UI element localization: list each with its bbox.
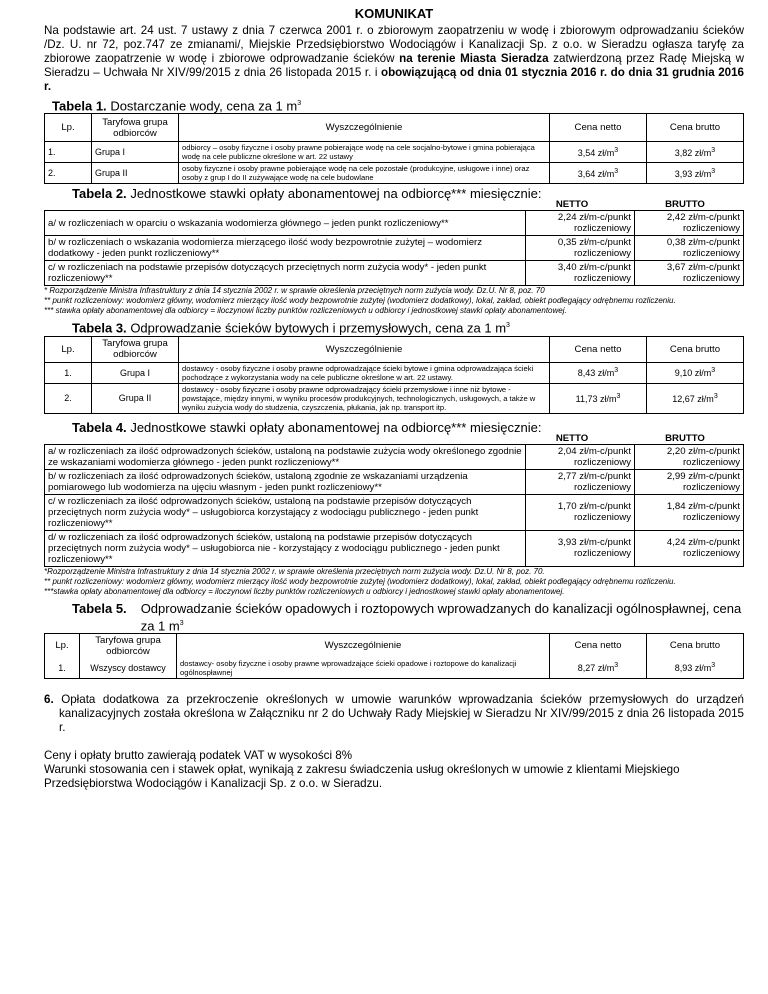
table3-label: Tabela 3. [72,320,127,336]
table1-row1-netto: 3,54 $zł/m^3$ [550,142,647,163]
table1-row1-lp: 1. [45,142,92,163]
table3-row2-netto: 11,73 $zł/m^3$ [550,383,647,413]
table1-row2-lp: 2. [45,163,92,184]
point-6-number: 6. [44,692,54,706]
table4-row-a-brutto: 2,20 zł/m-c/punkt rozliczeniowy [635,444,744,469]
table1-row1-desc: odbiorcy – osoby fizyczne i osoby prawne pobierające wodę na cele socjalno-bytowe i gmina pobierająca wodę na cele publiczne określone w art. 22 ustawy [179,142,550,163]
table3-header-desc: Wyszczególnienie [179,336,550,362]
table4-row-b-netto: 2,77 zł/m-c/punkt rozliczeniowy [526,469,635,494]
table4 [44,444,744,567]
table1-title: Dostarczanie wody, cena za 1 m [110,98,298,114]
table2-row-b-brutto: 0,38 zł/m-c/punkt rozliczeniowy [635,236,744,261]
table2-title: Jednostkowe stawki opłaty abonamentowej na odbiorcę*** miesięcznie: [130,186,542,202]
table5-row1-group: Wszyscy dostawcy [80,658,177,679]
table4-row-d-netto: 3,93 zł/m-c/punkt rozliczeniowy [526,530,635,566]
table2-row-b-netto: 0,35 zł/m-c/punkt rozliczeniowy [526,236,635,261]
table4-row-c-brutto: 1,84 zł/m-c/punkt rozliczeniowy [635,494,744,530]
table3-header-group: Taryfowa grupa odbiorców [92,336,179,362]
table3-header-netto: Cena netto [550,336,647,362]
table4-row-b-brutto: 2,99 zł/m-c/punkt rozliczeniowy [635,469,744,494]
table2-row-a-netto: 2,24 zł/m-c/punkt rozliczeniowy [526,211,635,236]
page-title: KOMUNIKAT [354,6,434,21]
table3-row2-group: Grupa II [92,383,179,413]
table2-row-c-brutto: 3,67 zł/m-c/punkt rozliczeniowy [635,261,744,286]
table3-row1-lp: 1. [45,362,92,383]
table1-header-desc: Wyszczególnienie [179,114,550,142]
table4-row-d-desc: d/ w rozliczeniach za ilość odprowadzonych ścieków, ustaloną na podstawie przepisów dotyczących przeciętnych norm zużycia wody* – usługobiorca nie - korzystający z wodociągu publicznego - jeden punkt rozliczeniowy** [45,530,526,566]
table2-row-a-desc: a/ w rozliczeniach w oparciu o wskazania wodomierza głównego – jeden punkt rozliczeniowy** [45,211,526,236]
footer-conditions: Warunki stosowania cen i stawek opłat, wynikają z zakresu świadczenia usług określonych w umowie z klientami Miejskiego Przedsiębiorstwa Wodociągów i Kanalizacji Sp. z o.o. w Sieradzu. [44,762,680,790]
table5-label: Tabela 5. [72,600,127,616]
table2 [44,210,744,286]
table1-header-netto: Cena netto [550,114,647,142]
table1-row2-desc: osoby fizyczne i osoby prawne pobierające wodę na cele pozostałe (produkcyjne, usługowe i inne) oraz osoby z grup I do II zużywające wodę na cele budowlane [179,163,550,184]
table2-note-3: *** stawka opłaty abonamentowej dla odbiorcy = iloczynowi liczby punktów rozliczeniowych u odbiorcy i jednostkowej stawki opłaty abonamentowej. [44,306,567,316]
table3-row2-lp: 2. [45,383,92,413]
point-6 [44,693,744,735]
point-6-text: Opłata dodatkowa za przekroczenie określonych w umowie warunków wprowadzania ścieków przemysłowych do urządzeń kanalizacyjnych została określona w Załączniku nr 2 do Uchwały Rady Miejskiej w Sieradzu Nr XIV/99/2015 z dnia 26 listopada 2015 r. [59,692,744,734]
table2-col-brutto: BRUTTO [665,199,705,211]
intro-text-2: zatwierdzoną przez Radę Miejską w Sieradzu – Uchwała Nr XIV/99/2015 z dnia 26 listopada 2015 r. i [44,52,744,79]
table2-note-2: ** punkt rozliczeniowy: wodomierz główny, wodomierz mierzący ilość wody bezpowrotnie zużytej (wodomierz dodatkowy), lokal, zakład, obiekt podlegający odrębnemu rozliczeniu. [44,296,676,306]
table1-row2-group: Grupa II [92,163,179,184]
table1-header-lp: Lp. [45,114,92,142]
table3-row1-group: Grupa I [92,362,179,383]
table3-title: Odprowadzanie ścieków bytowych i przemysłowych, cena za 1 m [130,320,507,336]
intro-text-1: Na podstawie art. 24 ust. 7 ustawy z dnia 7 czerwca 2001 r. o zbiorowym zaopatrzeniu w wodę i zbiorowym odprowadzaniu ścieków /Dz. U. nr 72, poz.747 ze zmianami/, Miejskie Przedsiębiorstwo Wodociągów i Kanalizacji Sp. z o.o. w Sieradzu ogłasza taryfę za zbiorowe zaopatrzenie w wodę i zbiorowe odprowadzanie ścieków [44,24,744,65]
table5-heading: Tabela 5. Odprowadzanie ścieków opadowych i roztopowych wprowadzanych do kanalizacji ogólnospławnej, cena za 1 $m^3$ [72,600,742,633]
table3-row1-desc: dostawcy - osoby fizyczne i osoby prawne odprowadzające ścieki bytowe i gmina odprowadzająca ścieki pochodzące z wykorzystania wody na cele publiczne określone w art. 22 ustawy. [179,362,550,383]
table2-note-1: * Rozporządzenie Ministra Infrastruktury z dnia 14 stycznia 2002 r. w sprawie określenia przeciętnych norm zużycia wody. Dz.U. Nr 8, poz. 70 [44,286,545,296]
table2-row-c-desc: c/ w rozliczeniach na podstawie przepisów dotyczących przeciętnych norm zużycia wody* - jeden punkt rozliczeniowy** [45,261,526,286]
table3-heading: Tabela 3. Odprowadzanie ścieków bytowych i przemysłowych, cena za 1 $m^3$ [72,320,510,336]
table4-note-3: ***stawka opłaty abonamentowej dla odbiorcy = iloczynowi liczby punktów rozliczeniowych u odbiorcy i jednostkowej stawki opłaty abonamentowej. [44,586,565,596]
table4-row-c-netto: 1,70 zł/m-c/punkt rozliczeniowy [526,494,635,530]
table5-title: Odprowadzanie ścieków opadowych i roztopowych wprowadzanych do kanalizacji ogólnospławnej, cena za 1 m [140,600,742,633]
table1-row2-netto: 3,64 $zł/m^3$ [550,163,647,184]
table2-row-c-netto: 3,40 zł/m-c/punkt rozliczeniowy [526,261,635,286]
table4-note-2: ** punkt rozliczeniowy: wodomierz główny, wodomierz mierzący ilość wody bezpowrotnie zużytej (wodomierz dodatkowy), lokal, zakład, obiekt podlegający odrębnemu rozliczeniu. [44,576,676,586]
table1-row1-brutto: 3,82 $zł/m^3$ [647,142,744,163]
table2-row-b-desc: b/ w rozliczeniach o wskazania wodomierza mierzącego ilość wody bezpowrotnie zużytej – wodomierz dodatkowy - jeden punkt rozliczeniowy** [45,236,526,261]
table1-row1-group: Grupa I [92,142,179,163]
table4-row-c-desc: c/ w rozliczeniach za ilość odprowadzonych ścieków, ustaloną na podstawie przepisów dotyczących przeciętnych norm zużycia wody* – usługobiorca korzystający z wodociągu publicznego - jeden punkt rozliczeniowy** [45,494,526,530]
footer-vat: Ceny i opłaty brutto zawierają podatek VAT w wysokości 8% [44,748,353,762]
table4-note-1: *Rozporządzenie Ministra Infrastruktury z dnia 14 stycznia 2002 r. w sprawie określenia przeciętnych norm zużycia wody. Dz.U. Nr 8, poz. 70. [44,566,545,576]
table5-header-netto: Cena netto [550,633,647,658]
table5-header-group: Taryfowa grupa odbiorców [80,633,177,658]
table3-row2-desc: dostawcy - osoby fizyczne i osoby prawne odprowadzający ścieki przemysłowe i inne niż bytowe - powstające, między innymi, w wyniku procesów produkcyjnych, technologicznych, usługowych, a także w wyniku zużycia wody do studzenia, czyszczenia, płukania, jak np. transport itp. [179,383,550,413]
table4-col-brutto: BRUTTO [665,432,705,444]
table5-header-lp: Lp. [45,633,80,658]
table1 [44,113,744,184]
table4-row-b-desc: b/ w rozliczeniach za ilość odprowadzonych ścieków, ustaloną zgodnie ze wskazaniami urządzenia pomiarowego lub wodomierza na ujęciu własnym - jeden punkt rozliczeniowy** [45,469,526,494]
table3 [44,336,744,414]
table2-label: Tabela 2. [72,186,127,202]
table5-row1-brutto: 8,93 $zł/m^3$ [647,658,744,679]
table3-header-brutto: Cena brutto [647,336,744,362]
table5-row1-desc: dostawcy- osoby fizyczne i osoby prawne wprowadzające ścieki opadowe i roztopowe do kanalizacji ogólnospławnej [177,658,550,679]
table2-col-netto: NETTO [555,199,589,211]
document [44,0,744,791]
table4-title: Jednostkowe stawki opłaty abonamentowej na odbiorcę*** miesięcznie: [130,419,542,435]
table3-row1-netto: 8,43 $zł/m^3$ [550,362,647,383]
table1-heading: Tabela 1. Dostarczanie wody, cena za 1 $m^3$ [52,98,302,114]
table3-header-lp: Lp. [45,336,92,362]
table5-header-desc: Wyszczególnienie [177,633,550,658]
table4-label: Tabela 4. [72,419,127,435]
table4-col-netto: NETTO [555,432,589,444]
footer [44,749,744,791]
table5-header-brutto: Cena brutto [647,633,744,658]
table1-row2-brutto: 3,93 $zł/m^3$ [647,163,744,184]
table4-row-a-netto: 2,04 zł/m-c/punkt rozliczeniowy [526,444,635,469]
table5 [44,633,744,679]
table4-row-a-desc: a/ w rozliczeniach za ilość odprowadzonych ścieków, ustaloną na podstawie zużycia wody określonego zgodnie ze wskazaniami wodomierza głównego - jeden punkt rozliczeniowy** [45,444,526,469]
table2-row-a-brutto: 2,42 zł/m-c/punkt rozliczeniowy [635,211,744,236]
table3-row1-brutto: 9,10 $zł/m^3$ [647,362,744,383]
table4-row-d-brutto: 4,24 zł/m-c/punkt rozliczeniowy [635,530,744,566]
table1-header-brutto: Cena brutto [647,114,744,142]
table5-row1-netto: 8,27 $zł/m^3$ [550,658,647,679]
intro-bold-1: na terenie Miasta Sieradza [399,52,549,65]
intro-bold-2: obowiązującą od dnia 01 stycznia 2016 r. do dnia 31 grudnia 2016 r. [44,66,744,93]
table1-header-group: Taryfowa grupa odbiorców [92,114,179,142]
table5-row1-lp: 1. [45,658,80,679]
intro-paragraph [44,24,744,94]
table3-row2-brutto: 12,67 $zł/m^3$ [647,383,744,413]
table1-label: Tabela 1. [52,98,107,114]
